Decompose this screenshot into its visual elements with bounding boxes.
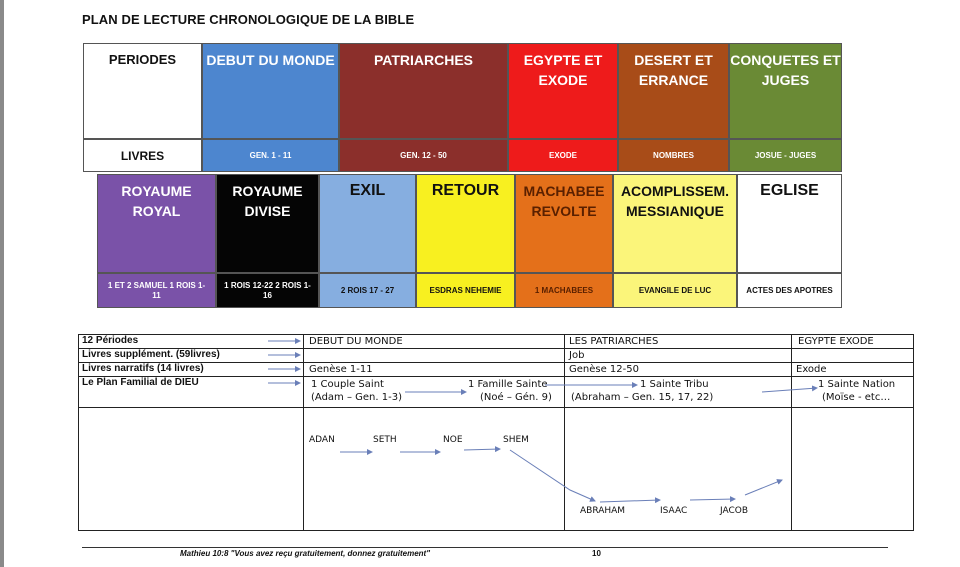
- period-header-conquetes-et-juges: CONQUETES ET JUGES: [729, 43, 842, 139]
- arrow-icon: [690, 499, 735, 500]
- narratif-genese-1-11: Genèse 1-11: [309, 364, 373, 375]
- plan-sainte-nation: 1 Sainte Nation: [818, 379, 896, 390]
- period-header-patriarches: PATRIARCHES: [339, 43, 508, 139]
- period-header-royaume-divise: ROYAUME DIVISE: [216, 174, 319, 273]
- plan-couple-saint: 1 Couple Saint: [311, 379, 384, 390]
- name-adan: ADAN: [309, 435, 335, 445]
- period-header-egypte-et-exode: EGYPTE ET EXODE: [508, 43, 618, 139]
- period-header-eglise: EGLISE: [737, 174, 842, 273]
- row-label-supplement: Livres supplément. (59livres): [82, 349, 220, 360]
- plan-famille-sainte-ref: (Noé – Gén. 9): [480, 392, 552, 403]
- page-title: PLAN DE LECTURE CHRONOLOGIQUE DE LA BIBLE: [82, 12, 415, 27]
- arrow-icon: [464, 449, 500, 450]
- period-books-eglise: ACTES DES APOTRES: [737, 273, 842, 308]
- period-header-exil: EXIL: [319, 174, 416, 273]
- arrow-icon: [762, 388, 817, 392]
- period-books-patriarches: GEN. 12 - 50: [339, 139, 508, 172]
- arrow-icon: [510, 450, 595, 501]
- period-egypte-exode: EGYPTE EXODE: [798, 336, 874, 347]
- arrow-icon: [600, 500, 660, 502]
- plan-sainte-tribu: 1 Sainte Tribu: [640, 379, 709, 390]
- plan-sainte-nation-ref: (Moïse - etc…: [822, 392, 891, 403]
- name-abraham: ABRAHAM: [580, 506, 626, 516]
- row-label-periodes: 12 Périodes: [82, 335, 139, 346]
- period-header-machabee-revolte: MACHABEE REVOLTE: [515, 174, 613, 273]
- name-noe: NOE: [443, 435, 463, 445]
- period-debut-du-monde: DEBUT DU MONDE: [309, 336, 403, 347]
- name-jacob: JACOB: [720, 506, 749, 516]
- period-header-retour: RETOUR: [416, 174, 515, 273]
- period-books-royaume-divise: 1 ROIS 12-22 2 ROIS 1-16: [216, 273, 319, 308]
- period-books-conquetes-et-juges: JOSUE - JUGES: [729, 139, 842, 172]
- period-header-periodes: PERIODES: [83, 43, 202, 139]
- period-books-periodes: LIVRES: [83, 139, 202, 172]
- period-books-desert-et-errance: NOMBRES: [618, 139, 729, 172]
- narratif-genese-12-50: Genèse 12-50: [569, 364, 639, 375]
- page-number: 10: [592, 549, 601, 558]
- name-seth: SETH: [373, 435, 397, 445]
- period-books-egypte-et-exode: EXODE: [508, 139, 618, 172]
- plan-couple-saint-ref: (Adam – Gen. 1-3): [311, 392, 402, 403]
- period-les-patriarches: LES PATRIARCHES: [569, 336, 659, 347]
- supplement-job: Job: [569, 350, 585, 361]
- period-header-desert-et-errance: DESERT ET ERRANCE: [618, 43, 729, 139]
- period-header-royaume-royal: ROYAUME ROYAL: [97, 174, 216, 273]
- period-books-exil: 2 ROIS 17 - 27: [319, 273, 416, 308]
- row-label-narratifs: Livres narratifs (14 livres): [82, 363, 204, 374]
- period-header-acomplissem-messianique: ACOMPLISSEM. MESSIANIQUE: [613, 174, 737, 273]
- arrow-icon: [745, 480, 782, 495]
- row-label-plan-familial: Le Plan Familial de DIEU: [82, 377, 199, 388]
- footer-verse: Mathieu 10:8 "Vous avez reçu gratuitement, donnez gratuitement": [180, 549, 431, 558]
- period-header-debut-du-monde: DEBUT DU MONDE: [202, 43, 339, 139]
- period-books-machabee-revolte: 1 MACHABEES: [515, 273, 613, 308]
- period-books-debut-du-monde: GEN. 1 - 11: [202, 139, 339, 172]
- plan-famille-sainte: 1 Famille Sainte: [468, 379, 548, 390]
- period-books-acomplissem-messianique: EVANGILE DE LUC: [613, 273, 737, 308]
- narratif-exode: Exode: [796, 364, 827, 375]
- footer-divider: [82, 547, 888, 548]
- period-books-royaume-royal: 1 ET 2 SAMUEL 1 ROIS 1-11: [97, 273, 216, 308]
- plan-sainte-tribu-ref: (Abraham – Gen. 15, 17, 22): [571, 392, 714, 403]
- period-books-retour: ESDRAS NEHEMIE: [416, 273, 515, 308]
- name-shem: SHEM: [503, 435, 529, 445]
- name-isaac: ISAAC: [660, 506, 688, 516]
